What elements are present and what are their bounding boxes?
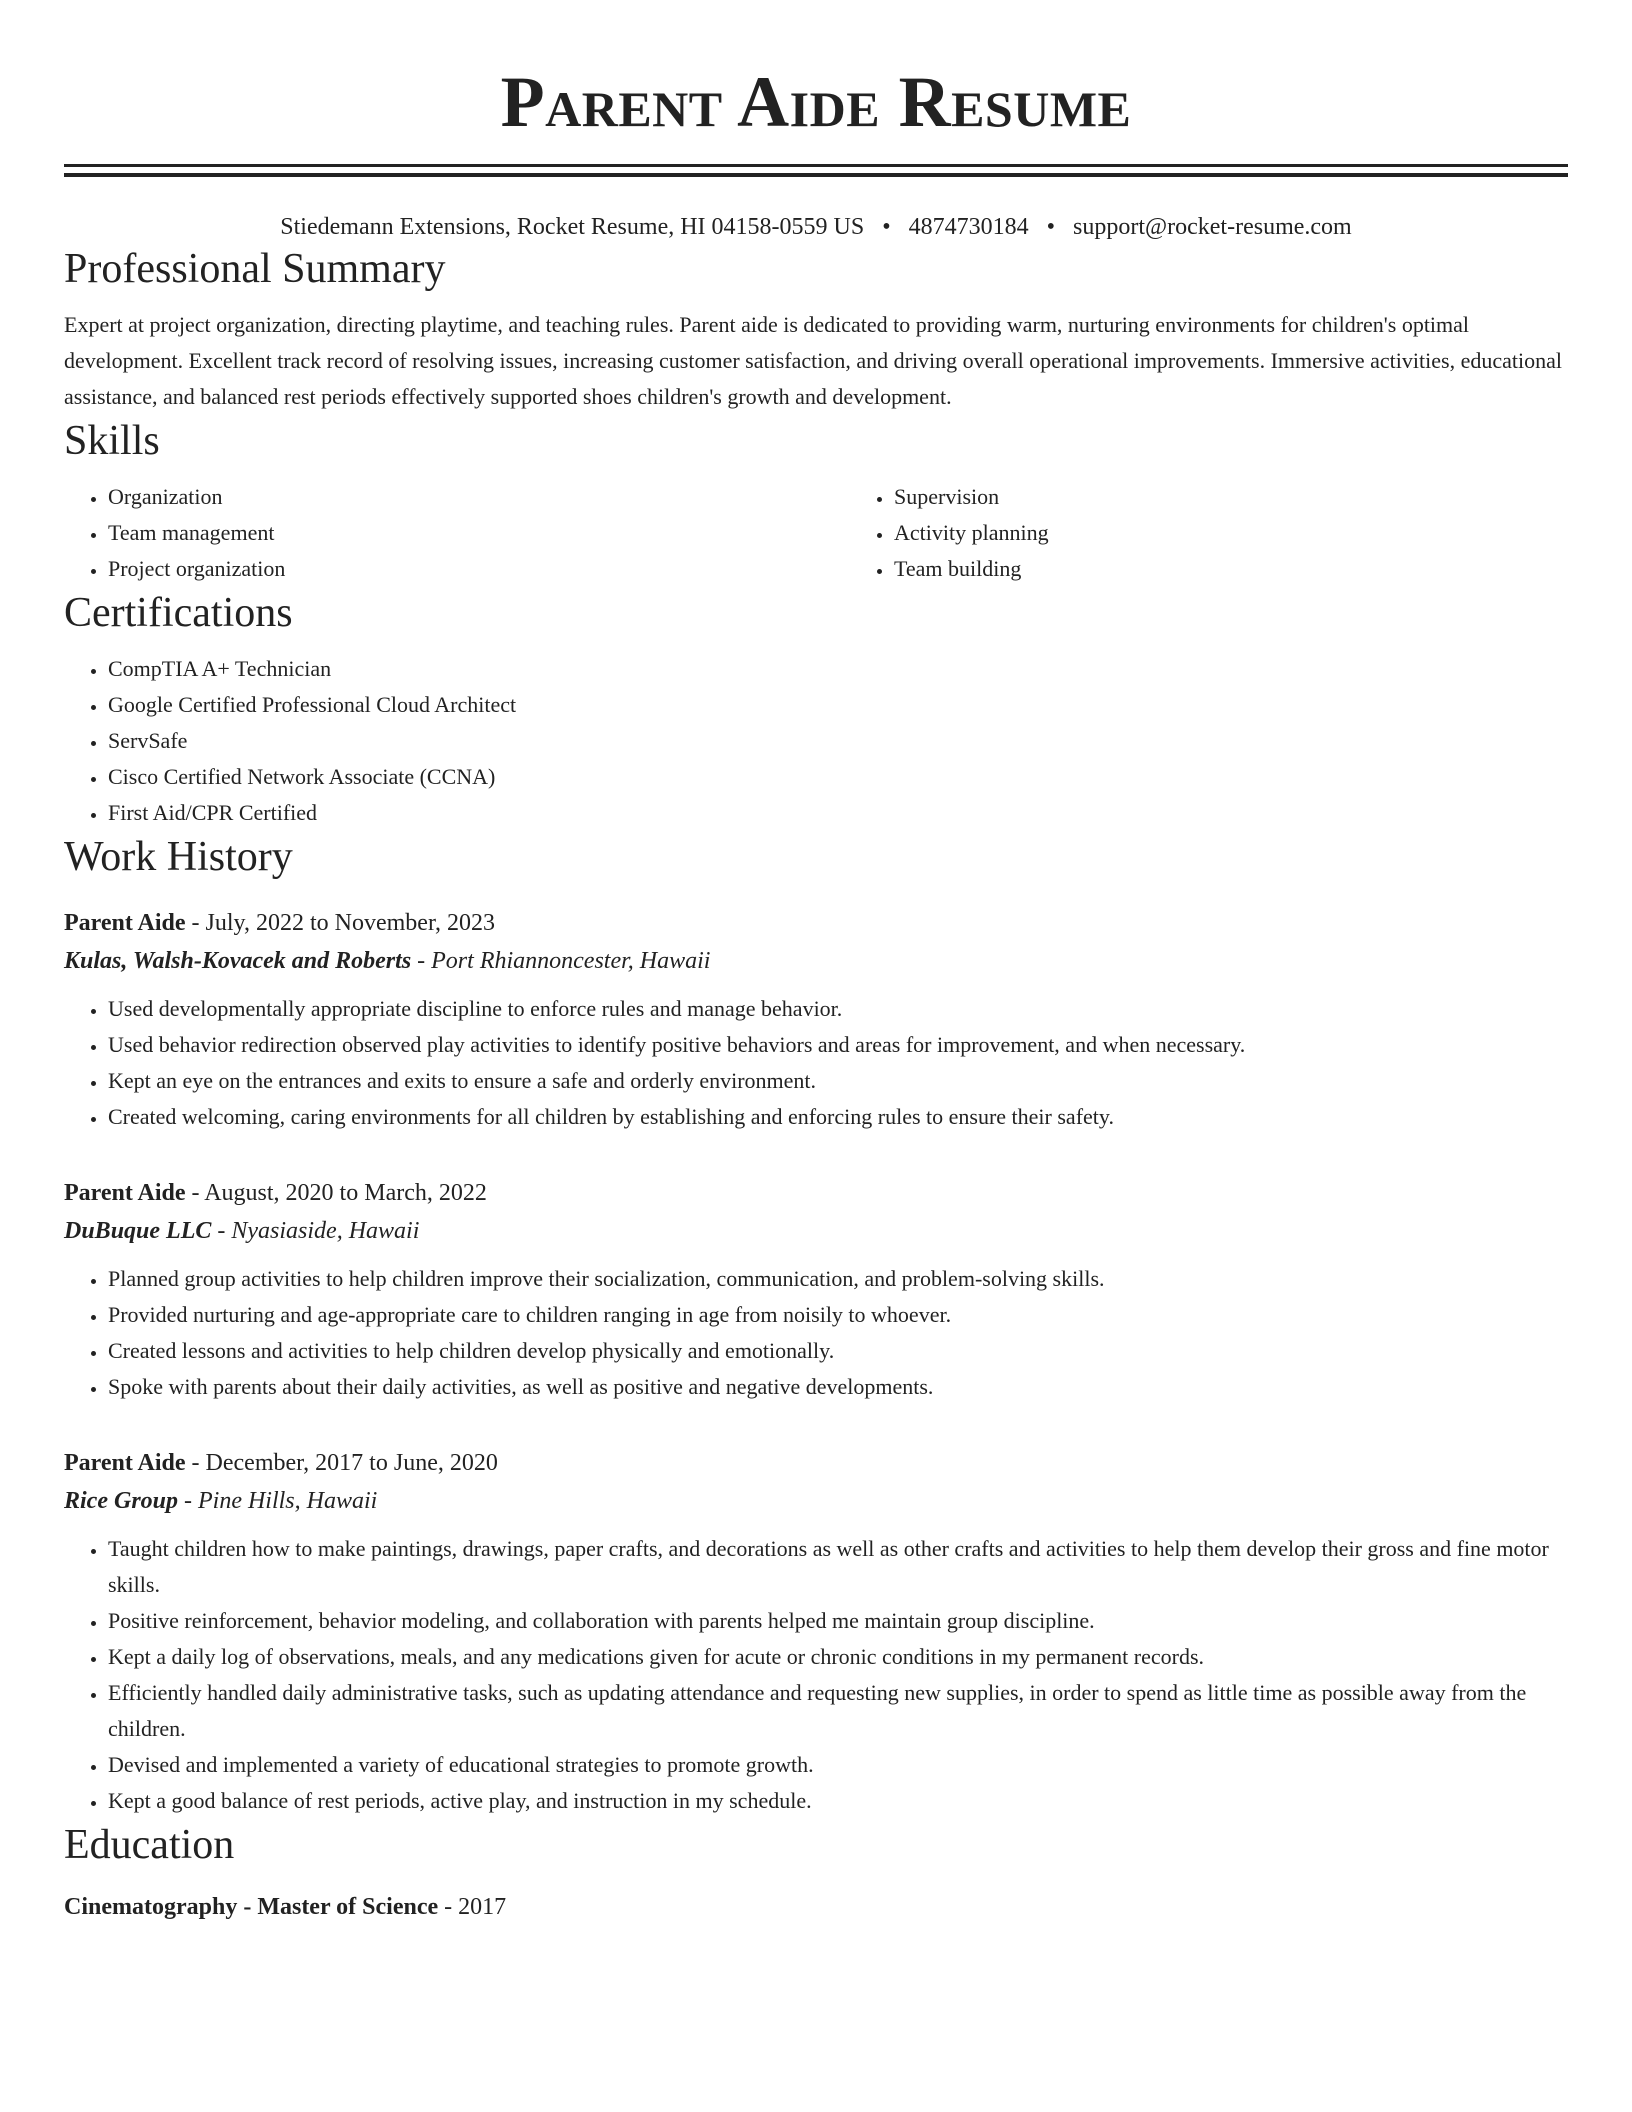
education-entry [64, 1889, 1568, 1925]
contact-line [64, 211, 1568, 243]
contact-separator: • [882, 214, 891, 240]
skills-list-right [850, 479, 1632, 587]
job-bullet: • Created welcoming, caring environments for all children by establishing and enforcing rules to ensure their safety. [108, 1099, 1568, 1135]
title-divider [64, 164, 1568, 177]
work-history-heading: Work History [64, 834, 293, 880]
job-bullet: • Efficiently handled daily administrative tasks, such as updating attendance and requesting new supplies, in order to spend as little time as possible away from the children. [108, 1675, 1568, 1747]
job-company-line [64, 1211, 1568, 1251]
contact-address: Stiedemann Extensions, Rocket Resume, HI 04158-0559 US [280, 214, 865, 240]
job-entry [64, 1445, 1568, 1819]
certification-item: • Google Certified Professional Cloud Architect [108, 687, 1568, 723]
job-bullet: • Used behavior redirection observed play activities to identify positive behaviors and areas for improvement, and when necessary. [108, 1027, 1568, 1063]
job-bullet: • Used developmentally appropriate discipline to enforce rules and manage behavior. [108, 991, 1568, 1027]
job-company-line [64, 941, 1568, 981]
education-year: - 2017 [438, 1894, 507, 1920]
divider-line-top [64, 164, 1568, 167]
job-company: Kulas, Walsh-Kovacek and Roberts [64, 948, 412, 974]
job-location: - Nyasiaside, Hawaii [211, 1218, 420, 1244]
job-dates: - August, 2020 to March, 2022 [185, 1180, 487, 1206]
job-company: Rice Group [64, 1488, 178, 1514]
skill-item: • Team management [108, 515, 850, 551]
job-bullet: • Created lessons and activities to help children develop physically and emotionally. [108, 1333, 1568, 1369]
skills-list-left [64, 479, 850, 587]
job-bullet: • Spoke with parents about their daily activities, as well as positive and negative developments. [108, 1369, 1568, 1405]
job-bullets [64, 1531, 1568, 1819]
job-bullet: • Kept a daily log of observations, meals, and any medications given for acute or chronic conditions in my permanent records. [108, 1639, 1568, 1675]
job-title-line [64, 1445, 1568, 1481]
job-title: Parent Aide [64, 1180, 186, 1206]
job-location: - Pine Hills, Hawaii [178, 1488, 378, 1514]
job-bullet: • Kept an eye on the entrances and exits to ensure a safe and orderly environment. [108, 1063, 1568, 1099]
education-degree: Cinematography - Master of Science [64, 1894, 439, 1920]
job-bullet: • Provided nurturing and age-appropriate care to children ranging in age from noisily to whoever. [108, 1297, 1568, 1333]
contact-separator: • [1046, 214, 1056, 240]
job-bullet: • Planned group activities to help children improve their socialization, communication, and problem-solving skills. [108, 1261, 1568, 1297]
job-title: Parent Aide [64, 1450, 186, 1476]
summary-heading: Professional Summary [64, 246, 446, 292]
job-title: Parent Aide [64, 910, 186, 936]
certification-item: • ServSafe [108, 723, 1568, 759]
skills-columns [64, 479, 1568, 587]
summary-text: Expert at project organization, directing playtime, and teaching rules. Parent aide is dedicated to providing warm, nurturing environments for children's optimal development. Excellent track record of resolving issues, increasing customer satisfaction, and driving overall operational improvements. Immersive activities, educational assistance, and balanced rest periods effectively supported shoes children's growth and development. [64, 312, 1562, 409]
skill-item: • Project organization [108, 551, 850, 587]
job-title-line [64, 1175, 1568, 1211]
job-bullet: • Positive reinforcement, behavior modeling, and collaboration with parents helped me maintain group discipline. [108, 1603, 1568, 1639]
resume-content [64, 0, 1568, 1925]
job-location: - Port Rhiannoncester, Hawaii [411, 948, 711, 974]
certifications-heading: Certifications [64, 590, 293, 636]
job-company: DuBuque LLC [64, 1218, 212, 1244]
job-title-line [64, 905, 1568, 941]
skill-item: • Team building [894, 551, 1632, 587]
job-dates: - July, 2022 to November, 2023 [185, 910, 495, 936]
job-company-line [64, 1481, 1568, 1521]
certification-item: • First Aid/CPR Certified [108, 795, 1568, 831]
job-entry [64, 1175, 1568, 1405]
education-heading: Education [64, 1822, 235, 1868]
skill-item: • Organization [108, 479, 850, 515]
job-bullets [64, 1261, 1568, 1405]
certification-item: • Cisco Certified Network Associate (CCNA) [108, 759, 1568, 795]
skill-item: • Supervision [894, 479, 1632, 515]
job-entry [64, 905, 1568, 1135]
job-bullet: • Kept a good balance of rest periods, active play, and instruction in my schedule. [108, 1783, 1568, 1819]
job-dates: - December, 2017 to June, 2020 [185, 1450, 498, 1476]
skill-item: • Activity planning [894, 515, 1632, 551]
job-bullet: • Devised and implemented a variety of educational strategies to promote growth. [108, 1747, 1568, 1783]
skills-heading: Skills [64, 418, 160, 464]
contact-phone: 4874730184 [908, 214, 1029, 240]
job-bullet: • Taught children how to make paintings, drawings, paper crafts, and decorations as well as other crafts and activities to help them develop their gross and fine motor skills. [108, 1531, 1568, 1603]
resume-title: Parent Aide Resume [500, 62, 1132, 142]
certification-item: • CompTIA A+ Technician [108, 651, 1568, 687]
certifications-list [64, 651, 1568, 831]
job-bullets [64, 991, 1568, 1135]
contact-email: support@rocket-resume.com [1073, 214, 1352, 240]
divider-line-bottom [64, 173, 1568, 177]
